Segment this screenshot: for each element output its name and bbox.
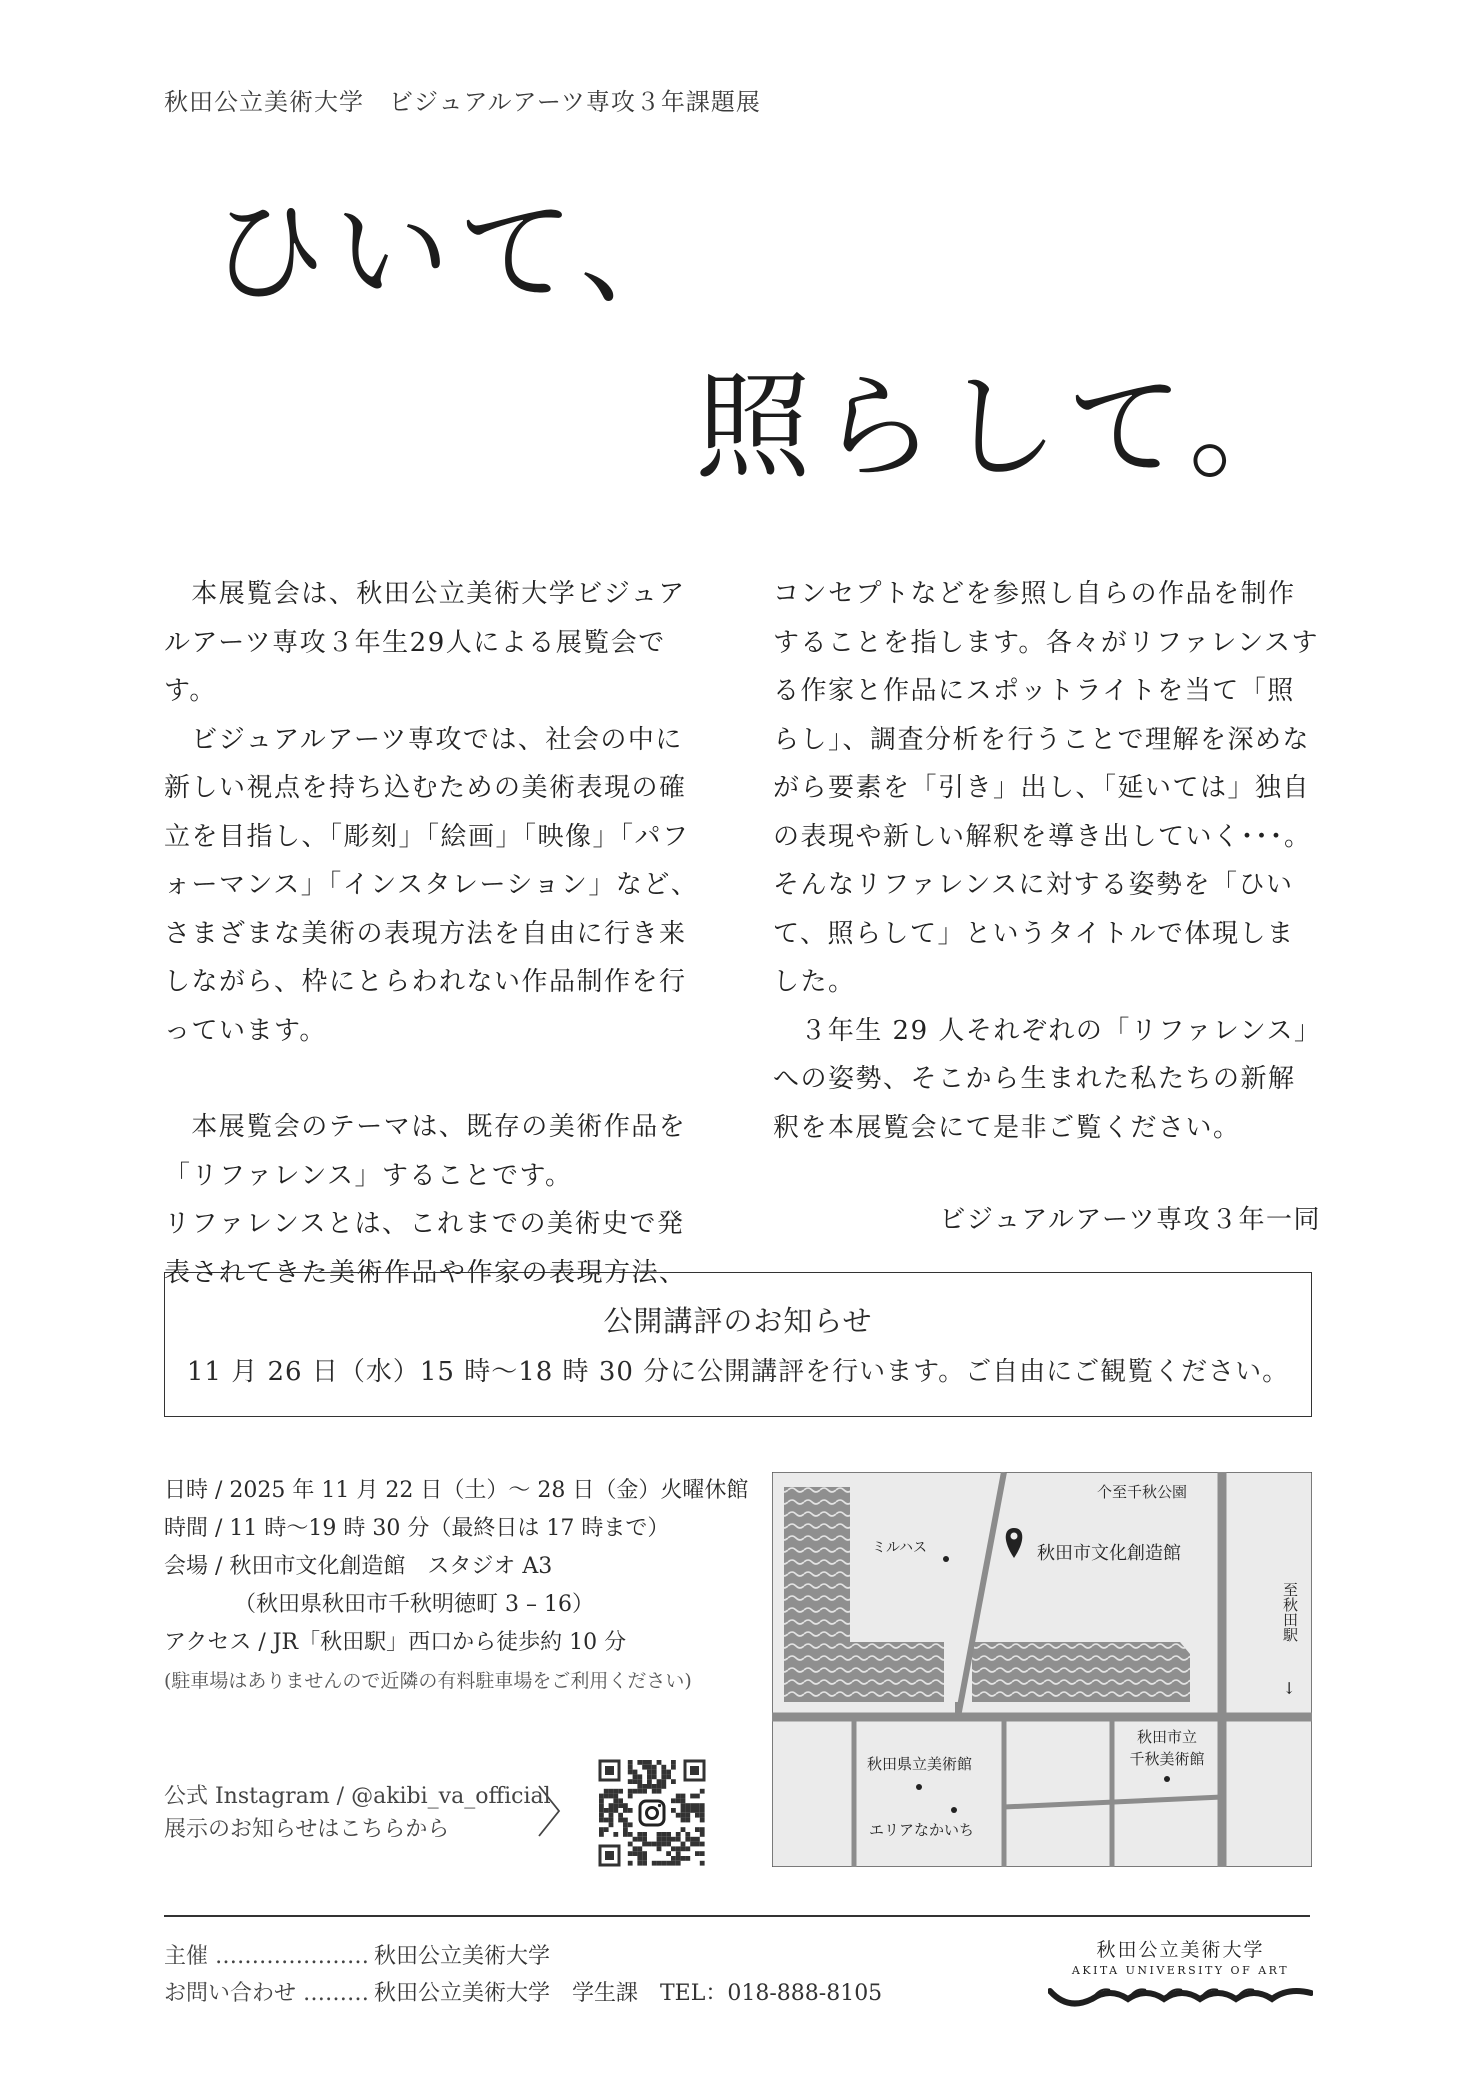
map-station-label: 至秋田駅 <box>1281 1582 1299 1642</box>
instagram-note: 展示のお知らせはこちらから <box>164 1817 450 1842</box>
logo-jp: 秋田公立美術大学 <box>1096 1939 1265 1961</box>
intro-paragraph: 本展覧会は、秋田公立美術大学ビジュアルアーツ専攻３年生29人による展覧会です。 <box>164 579 686 706</box>
chevron-right-icon <box>536 1783 562 1839</box>
notice-title: 公開講評のお知らせ <box>603 1304 873 1338</box>
map-city-museum-label-2: 千秋美術館 <box>1129 1750 1205 1768</box>
instagram-icon <box>637 1798 667 1828</box>
main-title-line-1: ひいて、 <box>210 185 704 320</box>
notice-text: 11 月 26 日（水）15 時〜18 時 30 分に公開講評を行います。ご自由にご観覧ください。 <box>186 1357 1290 1387</box>
map-station-arrow: → <box>1280 1681 1299 1695</box>
map-area-nakaichi-label: エリアなかいち <box>869 1821 975 1839</box>
map-milhas-label: ミルハス <box>872 1540 928 1556</box>
contact-label: お問い合わせ ……… <box>164 1981 369 2006</box>
info-access: アクセス / JR「秋田駅」西口から徒歩約 10 分 <box>164 1630 627 1655</box>
info-address: （秋田県秋田市千秋明徳町 3 – 16） <box>234 1592 594 1617</box>
intro-column-right <box>773 570 1321 1245</box>
map-park-label: 个至千秋公園 <box>1097 1483 1188 1501</box>
info-venue: 会場 / 秋田市文化創造館 スタジオ A3 <box>164 1554 553 1579</box>
info-date: 日時 / 2025 年 11 月 22 日（土）〜 28 日（金）火曜休館 <box>164 1478 749 1503</box>
instagram-handle[interactable]: 公式 Instagram / @akibi_va_official <box>164 1784 551 1809</box>
info-parking: (駐車場はありませんので近隣の有料駐車場をご利用ください) <box>164 1670 692 1692</box>
wave-logo-icon <box>1048 1977 1313 2017</box>
exhibition-subtitle: 秋田公立美術大学 ビジュアルアーツ専攻３年課題展 <box>164 88 761 116</box>
info-time: 時間 / 11 時〜19 時 30 分（最終日は 17 時まで） <box>164 1516 670 1541</box>
footer-divider <box>164 1915 1310 1917</box>
host-value: 秋田公立美術大学 <box>374 1944 551 1969</box>
map-pref-museum-label: 秋田県立美術館 <box>867 1755 973 1773</box>
host-label: 主催 ………………… <box>164 1944 369 1969</box>
signature: ビジュアルアーツ専攻３年一同 <box>939 1205 1321 1235</box>
intro-paragraph: 本展覧会のテーマは、既存の美術作品を「リファレンス」することです。 <box>164 1112 687 1191</box>
access-map <box>772 1472 1312 1867</box>
public-review-notice <box>164 1272 1312 1417</box>
map-venue-label: 秋田市文化創造館 <box>1037 1543 1181 1564</box>
intro-column-left <box>164 570 709 1297</box>
intro-paragraph: リファレンスとは、これまでの美術史で発表されてきた美術作品や作家の表現方法、 <box>164 1209 687 1288</box>
university-logo <box>1048 1935 1313 2021</box>
intro-paragraph: コンセプトなどを参照し自らの作品を制作することを指します。各々がリファレンスする作家と作品にスポットライトを当て「照らし」、調査分析を行うことで理解を深めながら要素を「引き」出し、「延いては」独自の表現や新しい解釈を導き出していく･･･。そんなリファレンスに対する姿勢を「ひいて、照らして」というタイトルで体現しました。 <box>773 579 1319 997</box>
qr-code[interactable] <box>597 1758 707 1868</box>
map-city-museum-label-1: 秋田市立 <box>1136 1728 1198 1746</box>
event-info <box>164 1472 748 1700</box>
intro-paragraph: ３年生 29 人それぞれの「リファレンス」への姿勢、そこから生まれた私たちの新解釈を本展覧会にて是非ご覧ください。 <box>773 1015 1309 1143</box>
intro-paragraph: ビジュアルアーツ専攻では、社会の中に新しい視点を持ち込むための美術表現の確立を目指し、「彫刻」「絵画」「映像」「パフォーマンス」「インスタレーション」など、さまざまな美術の表現方法を自由に行き来しながら、枠にとらわれない作品制作を行っています。 <box>164 724 699 1046</box>
main-title-line-2: 照らして。 <box>695 360 1313 495</box>
footer <box>164 1938 882 2012</box>
logo-en: AKITA UNIVERSITY OF ART <box>1071 1964 1290 1977</box>
instagram-info <box>164 1780 551 1846</box>
contact-value: 秋田公立美術大学 学生課 TEL：018-888-8105 <box>374 1981 883 2006</box>
